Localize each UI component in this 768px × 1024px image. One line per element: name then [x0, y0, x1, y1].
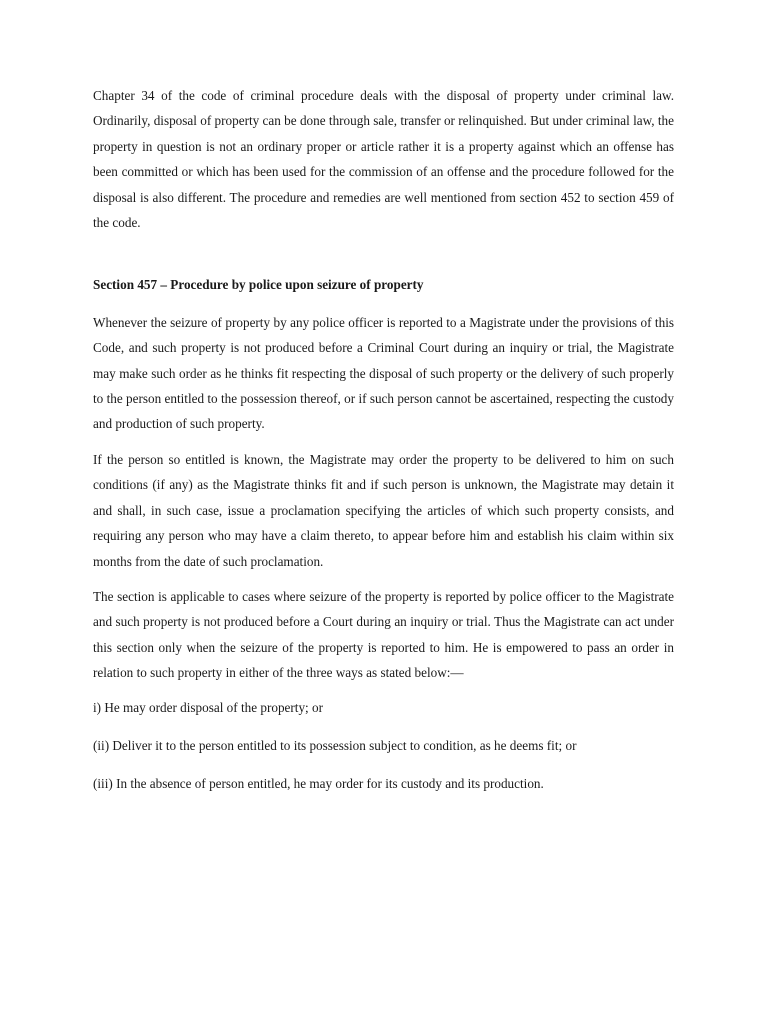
section-heading: Section 457 – Procedure by police upon seizure of property [93, 277, 424, 293]
body-paragraph: Whenever the seizure of property by any police officer is reported to a Magistrate under the provisions of this Code, and such property is not produced before a Criminal Court during an inquiry or trial, the Magistrate may make such order as he thinks fit respecting the disposal of such property or the delivery of such properly to the person entitled to the possession thereof, or if such person cannot be ascertained, respecting the custody and production of such property. [93, 314, 674, 432]
body-paragraph: The section is applicable to cases where seizure of the property is reported by police officer to the Magistrate and such property is not produced before a Court during an inquiry or trial. Thus the Magistrate can act under this section only when the seizure of the property is reported to him. He is empowered to pass an order in relation to such property in either of the three ways as stated below:— [93, 588, 674, 681]
intro-paragraph: Chapter 34 of the code of criminal procedure deals with the disposal of property under criminal law. Ordinarily, disposal of property can be done through sale, transfer or relinquished. But under criminal law, the property in question is not an ordinary proper or article rather it is a property against which an offense has been committed or which has been used for the commission of an offense and the procedure followed for the disposal is also different. The procedure and remedies are well mentioned from section 452 to section 459 of the code. [93, 88, 674, 231]
list-item: (ii) Deliver it to the person entitled to its possession subject to condition, as he deems fit; or [93, 737, 577, 753]
list-item: i) He may order disposal of the property; or [93, 699, 323, 715]
document-page [93, 83, 674, 810]
list-item: (iii) In the absence of person entitled, he may order for its custody and its production. [93, 776, 544, 792]
body-paragraph: If the person so entitled is known, the Magistrate may order the property to be delivered to him on such conditions (if any) as the Magistrate thinks fit and if such person is unknown, the Magistrate may detain it and shall, in such case, issue a proclamation specifying the articles of which such property consists, and requiring any person who may have a claim thereto, to appear before him and establish his claim within six months from the date of such proclamation. [93, 451, 674, 569]
